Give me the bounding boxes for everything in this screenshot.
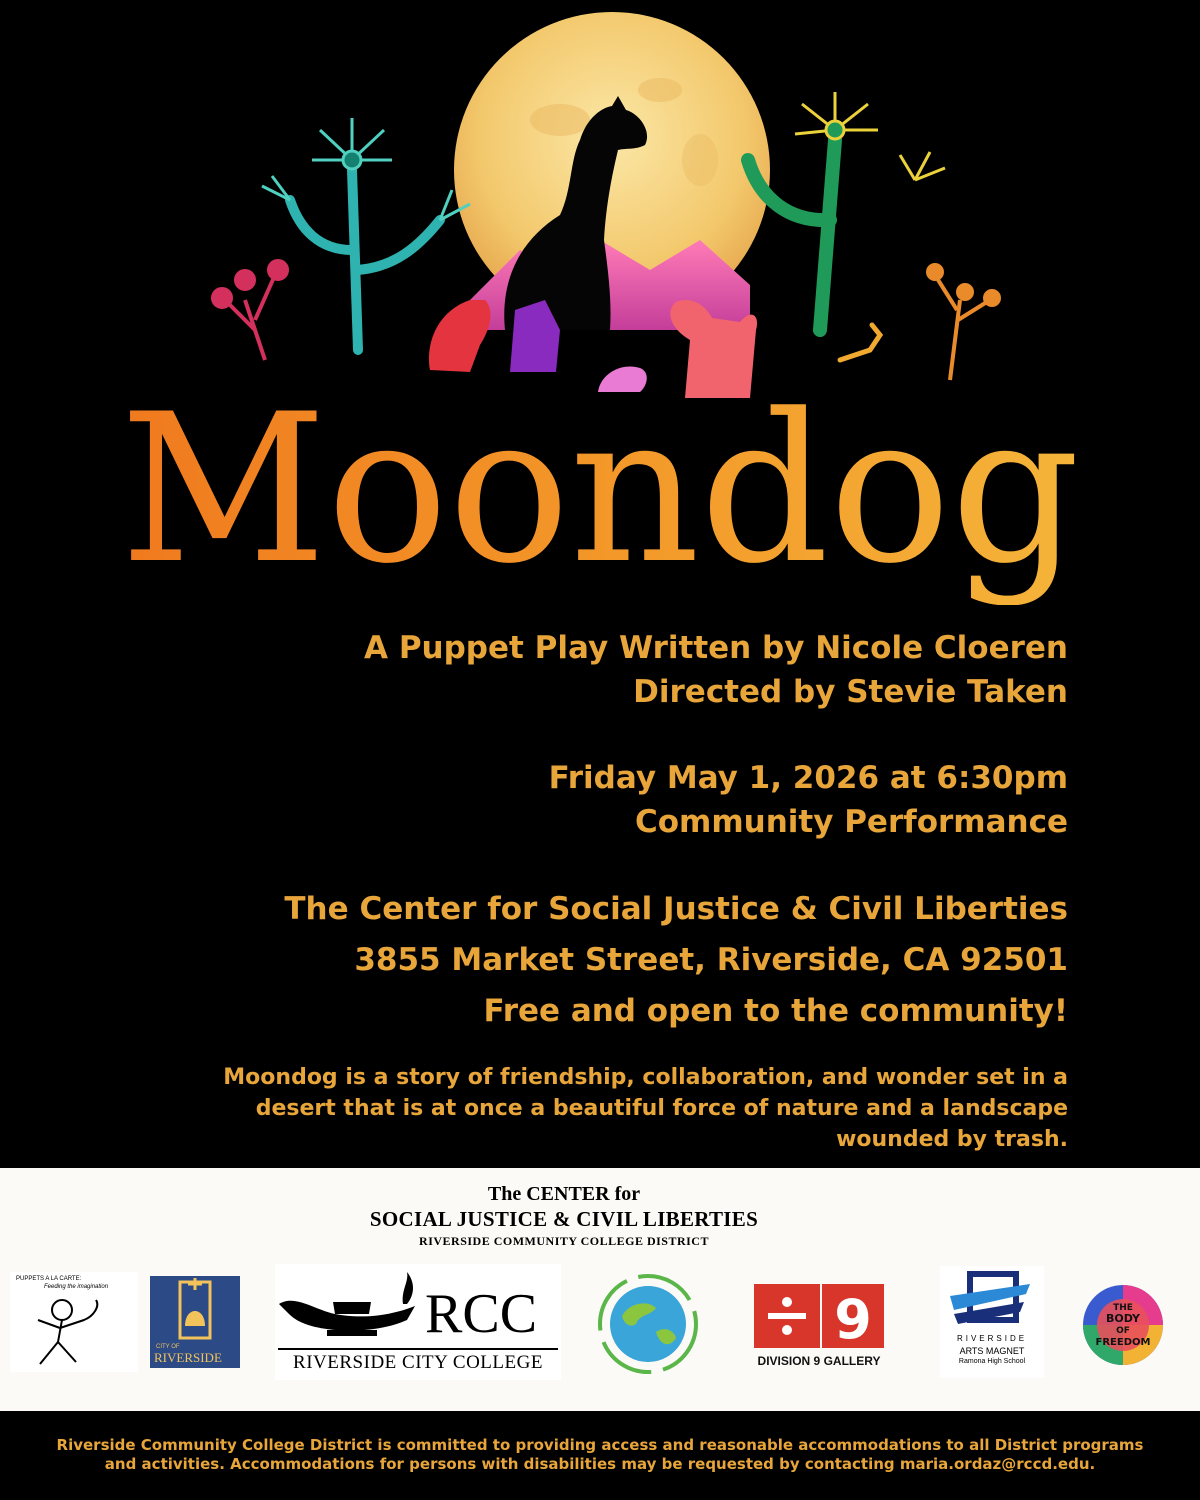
mission-bell-icon (150, 1276, 240, 1346)
puppets-a-la-carte-logo (10, 1272, 138, 1372)
scorpion-icon (840, 325, 880, 360)
accessibility-notice (0, 1436, 1200, 1474)
puppets-logo-tagline: Feeding the imagination (44, 1284, 109, 1290)
yellow-cactus-flower-icon (795, 92, 945, 180)
story-blurb (223, 1062, 1068, 1155)
blurb-line: desert that is at once a beautiful force of nature and a landscape (255, 1096, 1068, 1121)
notice-line: Riverside Community College District is committed to providing access and reasonable accommodations to all District programs (56, 1436, 1144, 1454)
gallery-logo-mark: 9 (834, 1288, 872, 1351)
venue-address: 3855 Market Street, Riverside, CA 92501 (354, 942, 1068, 978)
notice-line: and activities. Accommodations for persons with disabilities may be requested by contacting maria.ordaz@rccd.edu. (104, 1455, 1096, 1473)
admission-note: Free and open to the community! (483, 993, 1068, 1029)
puppet-figure-icon (10, 1272, 138, 1372)
city-logo-label: CITY OF (156, 1344, 180, 1350)
city-of-riverside-logo (150, 1276, 240, 1368)
title-wordmark (60, 375, 1140, 605)
center-logo-line: SOCIAL JUSTICE & CIVIL LIBERTIES (369, 1207, 759, 1231)
sponsor-logos-band (0, 1168, 1200, 1411)
body-of-freedom-logo (1082, 1284, 1164, 1366)
venue-block (284, 884, 1068, 1037)
venue-name: The Center for Social Justice & Civil Liberties (284, 891, 1068, 927)
riverside-arts-magnet-logo (940, 1266, 1044, 1378)
moondog-illustration (0, 0, 1200, 420)
blue-brushstroke-icon (940, 1266, 1044, 1332)
oil-lamp-icon (275, 1264, 425, 1348)
badge-line: BODY (1105, 1312, 1141, 1325)
red-bush-icon (213, 261, 287, 360)
badge-line: FREEDOM (1095, 1337, 1151, 1348)
rcc-logo-mark: RCC (425, 1283, 538, 1345)
arts-logo-line: ARTS MAGNET (959, 1346, 1025, 1356)
badge-line: THE (1113, 1303, 1133, 1313)
center-social-justice-logo (355, 1182, 773, 1258)
riverside-city-college-logo (275, 1264, 561, 1380)
puppets-logo-text: PUPPETS A LA CARTE: (16, 1276, 82, 1282)
division-9-gallery-logo (748, 1280, 890, 1372)
division-sign-icon (748, 1280, 890, 1352)
writer-credit: A Puppet Play Written by Nicole Cloeren (364, 630, 1068, 666)
arts-logo-line: RIVERSIDE (956, 1334, 1028, 1343)
center-logo-line: The CENTER for (487, 1183, 641, 1205)
event-type: Community Performance (634, 804, 1068, 840)
badge-line: OF (1116, 1326, 1130, 1336)
blurb-line: Moondog is a story of friendship, collaboration, and wonder set in a (223, 1065, 1068, 1090)
city-logo-name: RIVERSIDE (154, 1350, 222, 1365)
schedule-block (549, 756, 1068, 844)
orange-bush-icon (928, 265, 999, 380)
blurb-line: wounded by trash. (836, 1127, 1068, 1152)
sustainability-globe-logo (596, 1272, 700, 1376)
globe-icon (596, 1272, 700, 1376)
center-logo-line: RIVERSIDE COMMUNITY COLLEGE DISTRICT (419, 1234, 709, 1248)
director-credit: Directed by Stevie Taken (633, 674, 1068, 710)
teal-cactus-icon (290, 170, 440, 350)
rcc-logo-name: RIVERSIDE CITY COLLEGE (278, 1348, 558, 1374)
arts-logo-line: Ramona High School (958, 1358, 1026, 1365)
gallery-logo-name: DIVISION 9 GALLERY (757, 1354, 881, 1368)
poster-title: Moondog (120, 375, 1080, 605)
body-of-freedom-badge-icon (1082, 1284, 1164, 1366)
credits-block (364, 626, 1068, 714)
event-date-time: Friday May 1, 2026 at 6:30pm (548, 760, 1068, 796)
bird-icon (429, 300, 490, 372)
